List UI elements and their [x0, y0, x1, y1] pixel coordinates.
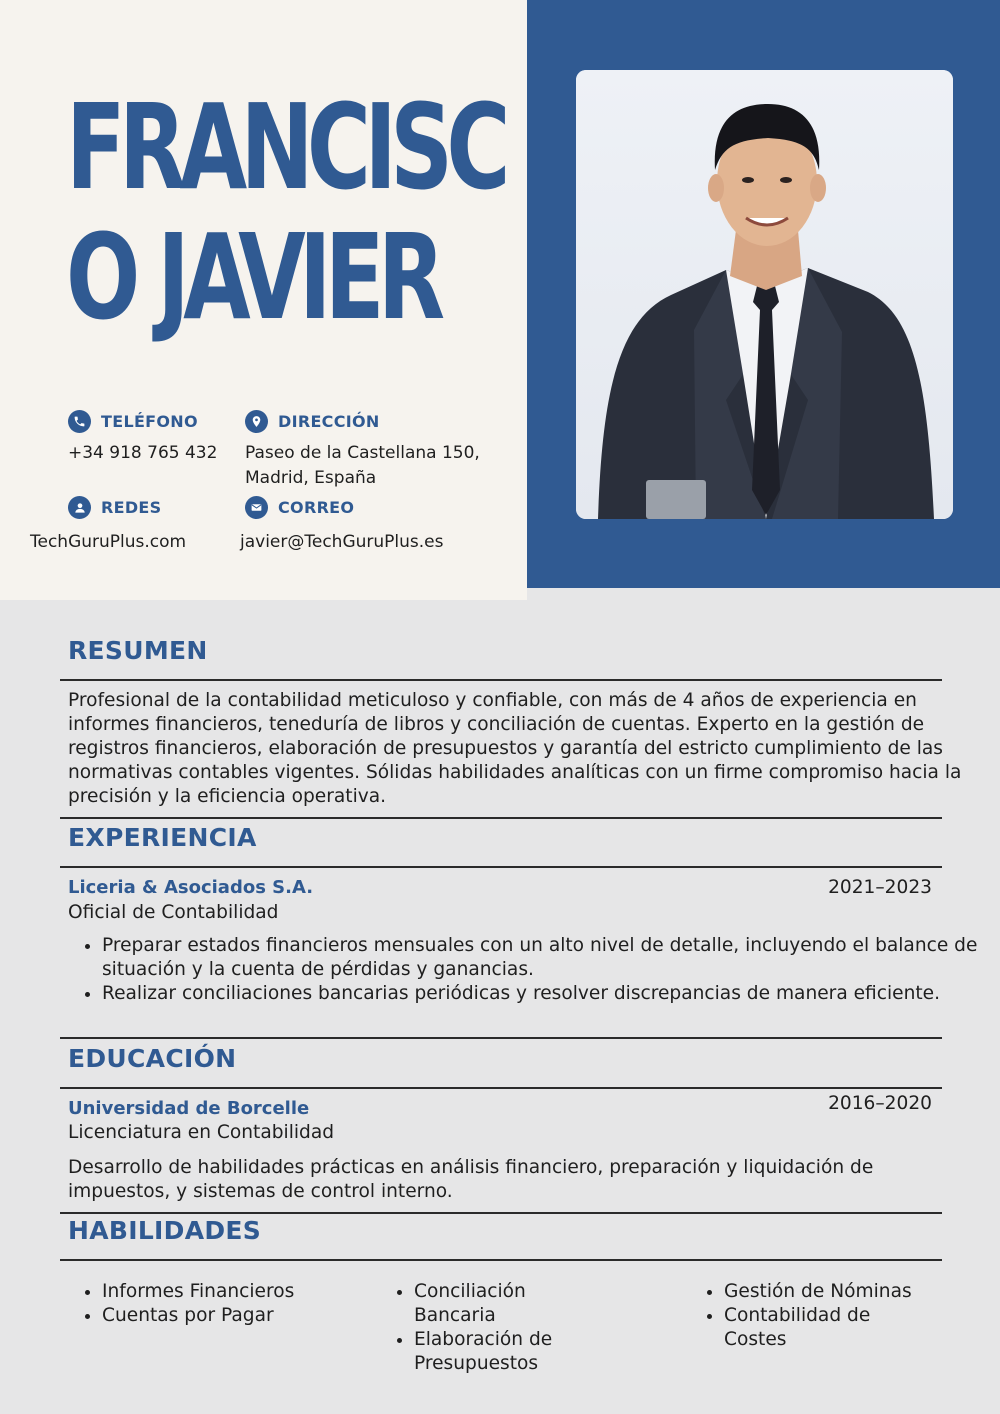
phone-value[interactable]: +34 918 765 432	[68, 443, 218, 463]
social-value[interactable]: TechGuruPlus.com	[30, 532, 187, 552]
skills-column-2	[380, 1280, 604, 1376]
summary-text: Profesional de la contabilidad meticuloso y confiable, con más de 4 años de experiencia en informes financieros, teneduría de libros y conciliación de cuentas. Experto en la gestión de registros financieros, elaboración de presupuestos y garantía del estricto cumplimiento de las normativas contables vigentes. Sólidas habilidades analíticas con un firme compromiso hacia la precisión y la eficiencia operativa.	[68, 690, 962, 807]
candidate-name: FRANCISCO JAVIER	[66, 78, 504, 346]
skill-item: • Elaboración de Presupuestos	[414, 1328, 604, 1376]
email-value[interactable]: javier@TechGuruPlus.es	[240, 532, 444, 552]
education-rule	[60, 1087, 942, 1089]
social-label: REDES	[101, 498, 162, 517]
contact-phone	[68, 410, 217, 466]
experience-org: Liceria & Asociados S.A.	[68, 877, 314, 898]
phone-label: TELÉFONO	[101, 412, 198, 431]
education-description: Desarrollo de habilidades prácticas en análisis financiero, preparación y liquidación de impuestos, y sistemas de control interno.	[68, 1157, 874, 1202]
education-title: EDUCACIÓN	[68, 1044, 237, 1073]
profile-photo	[576, 70, 953, 519]
portrait-illustration	[576, 70, 953, 519]
contact-address	[245, 410, 480, 491]
skill-item: • Cuentas por Pagar	[102, 1304, 312, 1328]
skills-column-3	[690, 1280, 924, 1352]
education-top-rule	[60, 1037, 942, 1039]
location-pin-icon	[245, 410, 268, 433]
education-degree: Licenciatura en Contabilidad	[68, 1122, 335, 1143]
user-icon	[68, 496, 91, 519]
address-value: Paseo de la Castellana 150, Madrid, España	[245, 443, 480, 488]
skill-item: • Gestión de Nóminas	[724, 1280, 924, 1304]
resume-header	[0, 0, 1000, 600]
skills-column-1	[68, 1280, 312, 1328]
experience-bullets	[68, 934, 982, 1006]
experience-dates: 2021–2023	[828, 877, 932, 898]
education-org: Universidad de Borcelle	[68, 1098, 310, 1119]
experience-bullet: • Preparar estados financieros mensuales con un alto nivel de detalle, incluyendo el balance de situación y la cuenta de pérdidas y ganancias.	[102, 934, 982, 982]
skill-item: • Contabilidad de Costes	[724, 1304, 924, 1352]
education-dates: 2016–2020	[828, 1093, 932, 1114]
experience-role: Oficial de Contabilidad	[68, 902, 279, 923]
contact-social	[68, 496, 161, 519]
contact-email	[245, 496, 354, 519]
resume-body	[0, 600, 1000, 1414]
email-label: CORREO	[278, 498, 355, 517]
summary-rule	[60, 679, 942, 681]
skills-rule	[60, 1259, 942, 1261]
skills-top-rule	[60, 1212, 942, 1214]
skills-title: HABILIDADES	[68, 1216, 262, 1245]
skill-item: • Conciliación Bancaria	[414, 1280, 604, 1328]
experience-rule	[60, 866, 942, 868]
phone-icon	[68, 410, 91, 433]
address-label: DIRECCIÓN	[278, 412, 380, 431]
summary-title: RESUMEN	[68, 636, 208, 665]
experience-bullet: • Realizar conciliaciones bancarias periódicas y resolver discrepancias de manera eficiente.	[102, 982, 982, 1006]
experience-top-rule	[60, 817, 942, 819]
envelope-icon	[245, 496, 268, 519]
experience-title: EXPERIENCIA	[68, 823, 257, 852]
skill-item: • Informes Financieros	[102, 1280, 312, 1304]
